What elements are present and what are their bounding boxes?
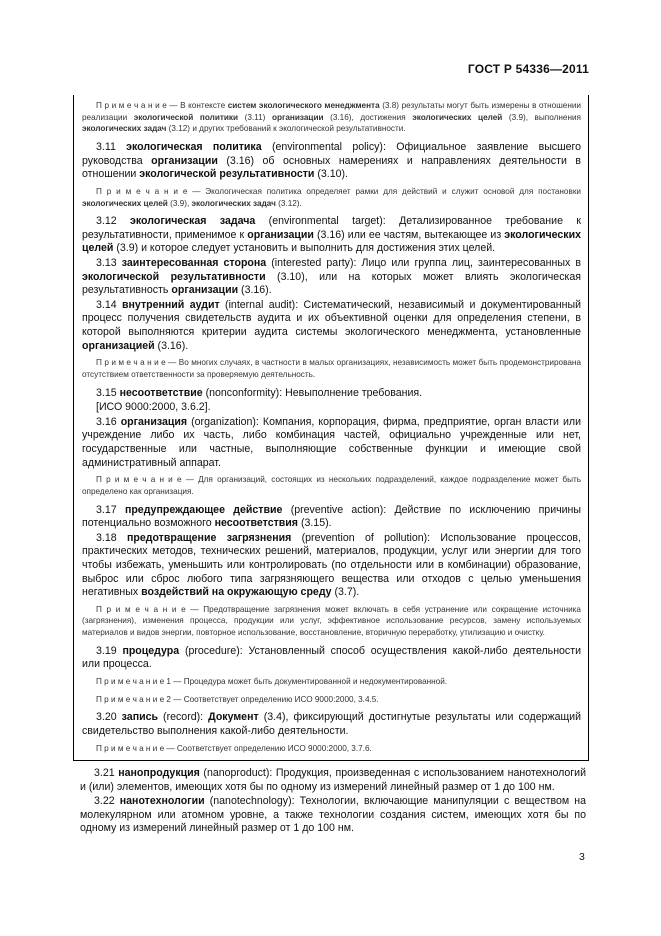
term-3-21: 3.21 нанопродукция (nanoproduct): Продукция, произведенная с использованием нанотехнологий и (или) элементов, имеющих хотя бы по одному из измерений линейный размер от 1 до 100 нм. [80,767,587,793]
page-number: 3 [579,851,585,863]
note-3-19-1: П р и м е ч а н и е 1 — Процедура может быть документированной и недокументированной. [96,677,448,687]
quoted-definitions-block [73,95,589,761]
term-3-11: 3.11 экологическая политика (environmental policy): Официальное заявление высшего руководства организации (3.16) об основных намерениях и направлениях деятельности в отношении экологической результативности (3.10). [82,141,582,181]
term-3-18: 3.18 предотвращение загрязнения (prevention of pollution): Использование процессов, практических методов, технических решений, материалов, продукции, услуг или энергии для того чтобы избежать, уменьшить или контролировать (по отдельности или в комбинации) образование, выброс или сброс любого типа загрязняющего вещества или отходов с целью уменьшения негативных воздействий на окружающую среду (3.7). [82,531,582,599]
term-3-16: 3.16 организация (organization): Компания, корпорация, фирма, предприятие, орган власти или учреждение либо их часть, либо комбинация частей, официально учрежденные или нет, государственные или частные, выполняющие собственные функции и имеющие свой административный аппарат. [82,415,582,469]
note-3-11: П р и м е ч а н и е — Экологическая политика определяет рамки для действий и служит основой для постановки экологических целей (3.9), экологических задач (3.12). [82,186,581,208]
note-3-20: П р и м е ч а н и е — Соответствует определению ИСО 9000:2000, 3.7.6. [96,743,372,753]
note-3-18: П р и м е ч а н и е — Предотвращение загрязнения может включать в себя устранение или сокращение источника (загрязнения), изменения процесса, продукции или услуг, эффективное использование ресурсов, замену используемых материалов и видов энергии, повторное использование, восстановление, вторичную переработку, утилизацию и очистку. [82,604,581,638]
term-3-15: 3.15 несоответствие (nonconformity): Невыполнение требования. [96,386,423,399]
term-3-19: 3.19 процедура (procedure): Установленный способ осуществления какой-либо деятельности или процесса. [82,644,582,671]
term-3-20: 3.20 запись (record): Документ (3.4), фиксирующий достигнутые результаты или содержащий свидетельство выполнения какой-либо деятельности. [82,711,582,738]
definitions-continued [80,767,586,837]
note-3-10: П р и м е ч а н и е — В контексте систем экологического менеджмента (3.8) результаты могут быть измерены в отношении реализации экологической политики (3.11) организации (3.16), достижения экологических целей (3.9), выполнения экологических задач (3.12) и других требований к экологической результативности. [82,101,582,134]
term-3-22: 3.22 нанотехнологии (nanotechnology): Технологии, включающие манипуляции с веществом на молекулярном или атомном уровне, а также технологии создания систем, имеющих хотя бы по одному из измерений линейный размер от 1 до 100 нм. [80,795,587,835]
term-3-17: 3.17 предупреждающее действие (preventive action): Действие по исключению причины потенциально возможного несоответствия (3.15). [82,503,582,530]
term-3-13: 3.13 заинтересованная сторона (interested party): Лицо или группа лиц, заинтересованных в экологической результативности (3.10), или на которых может влиять экологическая результативность организации (3.16). [82,257,581,297]
term-3-12: 3.12 экологическая задача (environmental target): Детализированное требование к результативности, применимое к организации (3.16) или ее частям, вытекающее из экологических целей (3.9) и которое следует установить и выполнить для достижения этих целей. [82,215,582,255]
term-3-14: 3.14 внутренний аудит (internal audit): Систематический, независимый и документированный процесс получения свидетельств аудита и их объективной оценки для определения степени, в которой выполняются критерии аудита системы экологического менеджмента, установленные организацией (3.16). [82,298,581,352]
note-3-19-2: П р и м е ч а н и е 2 — Соответствует определению ИСО 9000:2000, 3.4.5. [96,694,379,704]
term-3-15-reference: [ИСО 9000:2000, 3.6.2]. [96,401,211,414]
document-code: ГОСТ Р 54336—2011 [467,62,589,76]
note-3-14: П р и м е ч а н и е — Во многих случаях, в частности в малых организациях, независимость может быть продемонстрирована отсутствием ответственности за проверяемую деятельность. [82,358,581,379]
note-3-16: П р и м е ч а н и е — Для организаций, состоящих из нескольких подразделений, каждое подразделение может быть определено как организация. [82,475,581,496]
